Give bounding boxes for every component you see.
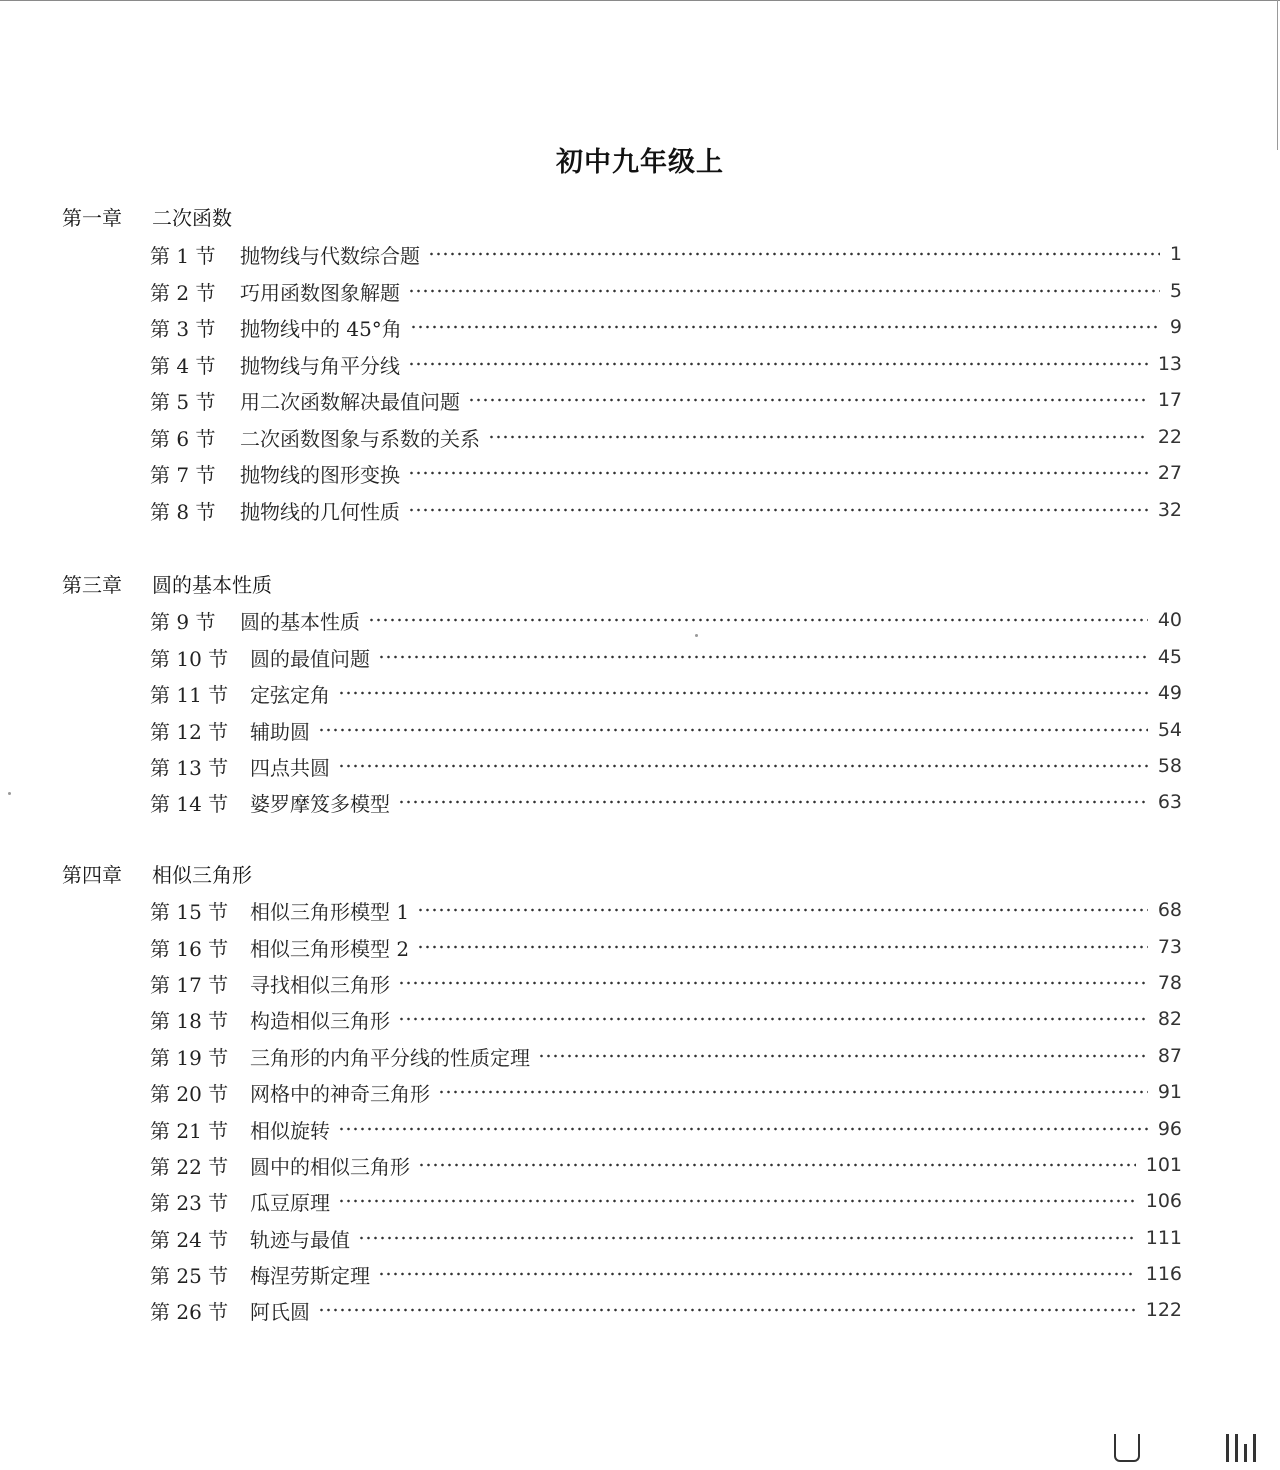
toc-entry[interactable] bbox=[150, 1150, 1182, 1180]
section-number: 第 19 节 bbox=[150, 1045, 229, 1070]
section-title: 圆的基本性质 bbox=[240, 609, 360, 634]
bracket-mark bbox=[1114, 1434, 1140, 1462]
page-number: 122 bbox=[1145, 1299, 1182, 1321]
section-number: 第 2 节 bbox=[150, 280, 216, 305]
section-number: 第 18 节 bbox=[150, 1008, 229, 1033]
toc-entry[interactable] bbox=[150, 678, 1182, 708]
toc-entry[interactable] bbox=[150, 715, 1182, 745]
scan-speck bbox=[695, 634, 698, 637]
page-number: 111 bbox=[1145, 1227, 1182, 1249]
toc-entry[interactable] bbox=[150, 458, 1182, 488]
page-number: 116 bbox=[1145, 1263, 1182, 1285]
page-number: 17 bbox=[1157, 389, 1182, 411]
section-number: 第 12 节 bbox=[150, 719, 229, 744]
section-number: 第 21 节 bbox=[150, 1118, 229, 1143]
section-title: 相似三角形模型 1 bbox=[250, 899, 410, 924]
section-title: 寻找相似三角形 bbox=[250, 972, 390, 997]
page-number: 91 bbox=[1157, 1081, 1182, 1103]
section-number: 第 5 节 bbox=[150, 389, 216, 414]
section-title: 瓜豆原理 bbox=[250, 1190, 330, 1215]
section-number: 第 17 节 bbox=[150, 972, 229, 997]
section-number: 第 20 节 bbox=[150, 1081, 229, 1106]
section-title: 抛物线的图形变换 bbox=[240, 462, 400, 487]
toc-entry[interactable] bbox=[150, 385, 1182, 415]
section-number: 第 22 节 bbox=[150, 1154, 229, 1179]
page-number: 106 bbox=[1145, 1190, 1182, 1212]
section-number: 第 7 节 bbox=[150, 462, 216, 487]
section-title: 构造相似三角形 bbox=[250, 1008, 390, 1033]
toc-entry[interactable] bbox=[150, 1114, 1182, 1144]
chapter-title: 二次函数 bbox=[152, 206, 232, 230]
section-number: 第 6 节 bbox=[150, 426, 216, 451]
toc-entry[interactable] bbox=[150, 1295, 1182, 1325]
toc-entry[interactable] bbox=[150, 495, 1182, 525]
page-number: 58 bbox=[1157, 755, 1182, 777]
toc-entry[interactable] bbox=[150, 1004, 1182, 1034]
section-title: 网格中的神奇三角形 bbox=[250, 1081, 430, 1106]
section-number: 第 25 节 bbox=[150, 1263, 229, 1288]
scan-top-edge bbox=[0, 0, 1280, 1]
page-number: 27 bbox=[1157, 462, 1182, 484]
dot-leader bbox=[408, 458, 1148, 488]
toc-entry[interactable] bbox=[150, 349, 1182, 379]
bar-mark bbox=[1244, 1444, 1247, 1462]
toc-entry[interactable] bbox=[150, 968, 1182, 998]
scan-corner-marks bbox=[1114, 1434, 1256, 1462]
dot-leader bbox=[428, 239, 1160, 269]
toc-entry[interactable] bbox=[150, 751, 1182, 781]
bar-mark bbox=[1253, 1434, 1256, 1462]
dot-leader bbox=[398, 968, 1148, 998]
bar-mark bbox=[1235, 1434, 1238, 1462]
page-number: 54 bbox=[1157, 719, 1182, 741]
section-title: 相似旋转 bbox=[250, 1118, 330, 1143]
dot-leader bbox=[318, 1295, 1136, 1325]
page-number: 49 bbox=[1157, 682, 1182, 704]
toc-entry[interactable] bbox=[150, 932, 1182, 962]
section-number: 第 4 节 bbox=[150, 353, 216, 378]
toc-entry[interactable] bbox=[150, 642, 1182, 672]
section-title: 巧用函数图象解题 bbox=[240, 280, 400, 305]
section-number: 第 11 节 bbox=[150, 682, 229, 707]
page-number: 32 bbox=[1157, 499, 1182, 521]
section-title: 用二次函数解决最值问题 bbox=[240, 389, 460, 414]
page-number: 87 bbox=[1157, 1045, 1182, 1067]
section-title: 抛物线的几何性质 bbox=[240, 499, 400, 524]
dot-leader bbox=[408, 276, 1160, 306]
section-title: 圆的最值问题 bbox=[250, 646, 370, 671]
dot-leader bbox=[318, 715, 1148, 745]
page-number: 63 bbox=[1157, 791, 1182, 813]
page-number: 68 bbox=[1157, 899, 1182, 921]
scan-speck bbox=[8, 792, 11, 795]
dot-leader bbox=[408, 349, 1148, 379]
chapter-number: 第三章 bbox=[62, 573, 122, 597]
toc-entry[interactable] bbox=[150, 1041, 1182, 1071]
dot-leader bbox=[410, 312, 1160, 342]
chapter-number: 第一章 bbox=[62, 206, 122, 230]
section-number: 第 10 节 bbox=[150, 646, 229, 671]
page-number: 22 bbox=[1157, 426, 1182, 448]
toc-entry[interactable] bbox=[150, 1223, 1182, 1253]
chapter-title: 圆的基本性质 bbox=[152, 573, 272, 597]
toc-entry[interactable] bbox=[150, 1077, 1182, 1107]
dot-leader bbox=[378, 1259, 1136, 1289]
dot-leader bbox=[417, 932, 1148, 962]
dot-leader bbox=[468, 385, 1148, 415]
section-number: 第 14 节 bbox=[150, 791, 229, 816]
dot-leader bbox=[358, 1223, 1136, 1253]
dot-leader bbox=[368, 605, 1148, 635]
section-number: 第 15 节 bbox=[150, 899, 229, 924]
page-number: 1 bbox=[1169, 243, 1182, 265]
section-number: 第 8 节 bbox=[150, 499, 216, 524]
page-number: 101 bbox=[1145, 1154, 1182, 1176]
toc-entry[interactable] bbox=[150, 1186, 1182, 1216]
dot-leader bbox=[338, 678, 1148, 708]
section-number: 第 23 节 bbox=[150, 1190, 229, 1215]
section-title: 圆中的相似三角形 bbox=[250, 1154, 410, 1179]
page-number: 96 bbox=[1157, 1118, 1182, 1140]
section-number: 第 1 节 bbox=[150, 243, 216, 268]
page-number: 5 bbox=[1169, 280, 1182, 302]
section-title: 辅助圆 bbox=[250, 719, 310, 744]
page-title: 初中九年级上 bbox=[556, 147, 724, 178]
toc-entry[interactable] bbox=[150, 312, 1182, 342]
dot-leader bbox=[538, 1041, 1148, 1071]
section-number: 第 24 节 bbox=[150, 1227, 229, 1252]
chapter-title: 相似三角形 bbox=[152, 863, 252, 887]
section-title: 梅涅劳斯定理 bbox=[250, 1263, 370, 1288]
page-number: 40 bbox=[1157, 609, 1182, 631]
section-number: 第 13 节 bbox=[150, 755, 229, 780]
section-title: 二次函数图象与系数的关系 bbox=[240, 426, 480, 451]
section-title: 抛物线与角平分线 bbox=[240, 353, 400, 378]
section-title: 定弦定角 bbox=[250, 682, 330, 707]
page-number: 45 bbox=[1157, 646, 1182, 668]
section-title: 婆罗摩笈多模型 bbox=[250, 791, 390, 816]
section-title: 抛物线与代数综合题 bbox=[240, 243, 420, 268]
dot-leader bbox=[398, 787, 1148, 817]
section-title: 抛物线中的 45°角 bbox=[240, 316, 402, 341]
page-number: 9 bbox=[1169, 316, 1182, 338]
section-title: 三角形的内角平分线的性质定理 bbox=[250, 1045, 530, 1070]
page-number: 78 bbox=[1157, 972, 1182, 994]
dot-leader bbox=[418, 1150, 1136, 1180]
dot-leader bbox=[408, 495, 1148, 525]
chapter-heading bbox=[62, 860, 252, 890]
toc-entry[interactable] bbox=[150, 605, 1182, 635]
dot-leader bbox=[378, 642, 1148, 672]
section-number: 第 3 节 bbox=[150, 316, 216, 341]
section-title: 阿氏圆 bbox=[250, 1299, 310, 1324]
chapter-heading bbox=[62, 570, 272, 600]
dot-leader bbox=[338, 1114, 1148, 1144]
page-number: 73 bbox=[1157, 936, 1182, 958]
section-number: 第 26 节 bbox=[150, 1299, 229, 1324]
page-number: 82 bbox=[1157, 1008, 1182, 1030]
toc-entry[interactable] bbox=[150, 1259, 1182, 1289]
scan-right-edge bbox=[1277, 0, 1278, 150]
dot-leader bbox=[417, 895, 1148, 925]
section-number: 第 9 节 bbox=[150, 609, 216, 634]
dot-leader bbox=[338, 1186, 1136, 1216]
bar-mark bbox=[1226, 1434, 1229, 1462]
chapter-heading bbox=[62, 203, 232, 233]
chapter-number: 第四章 bbox=[62, 863, 122, 887]
section-title: 相似三角形模型 2 bbox=[250, 936, 410, 961]
page-number: 13 bbox=[1157, 353, 1182, 375]
section-title: 四点共圆 bbox=[250, 755, 330, 780]
toc-entry[interactable] bbox=[150, 422, 1182, 452]
dot-leader bbox=[398, 1004, 1148, 1034]
toc-entry[interactable] bbox=[150, 276, 1182, 306]
toc-entry[interactable] bbox=[150, 787, 1182, 817]
dot-leader bbox=[438, 1077, 1148, 1107]
toc-entry[interactable] bbox=[150, 895, 1182, 925]
dot-leader bbox=[338, 751, 1148, 781]
toc-entry[interactable] bbox=[150, 239, 1182, 269]
dot-leader bbox=[488, 422, 1148, 452]
section-number: 第 16 节 bbox=[150, 936, 229, 961]
section-title: 轨迹与最值 bbox=[250, 1227, 350, 1252]
